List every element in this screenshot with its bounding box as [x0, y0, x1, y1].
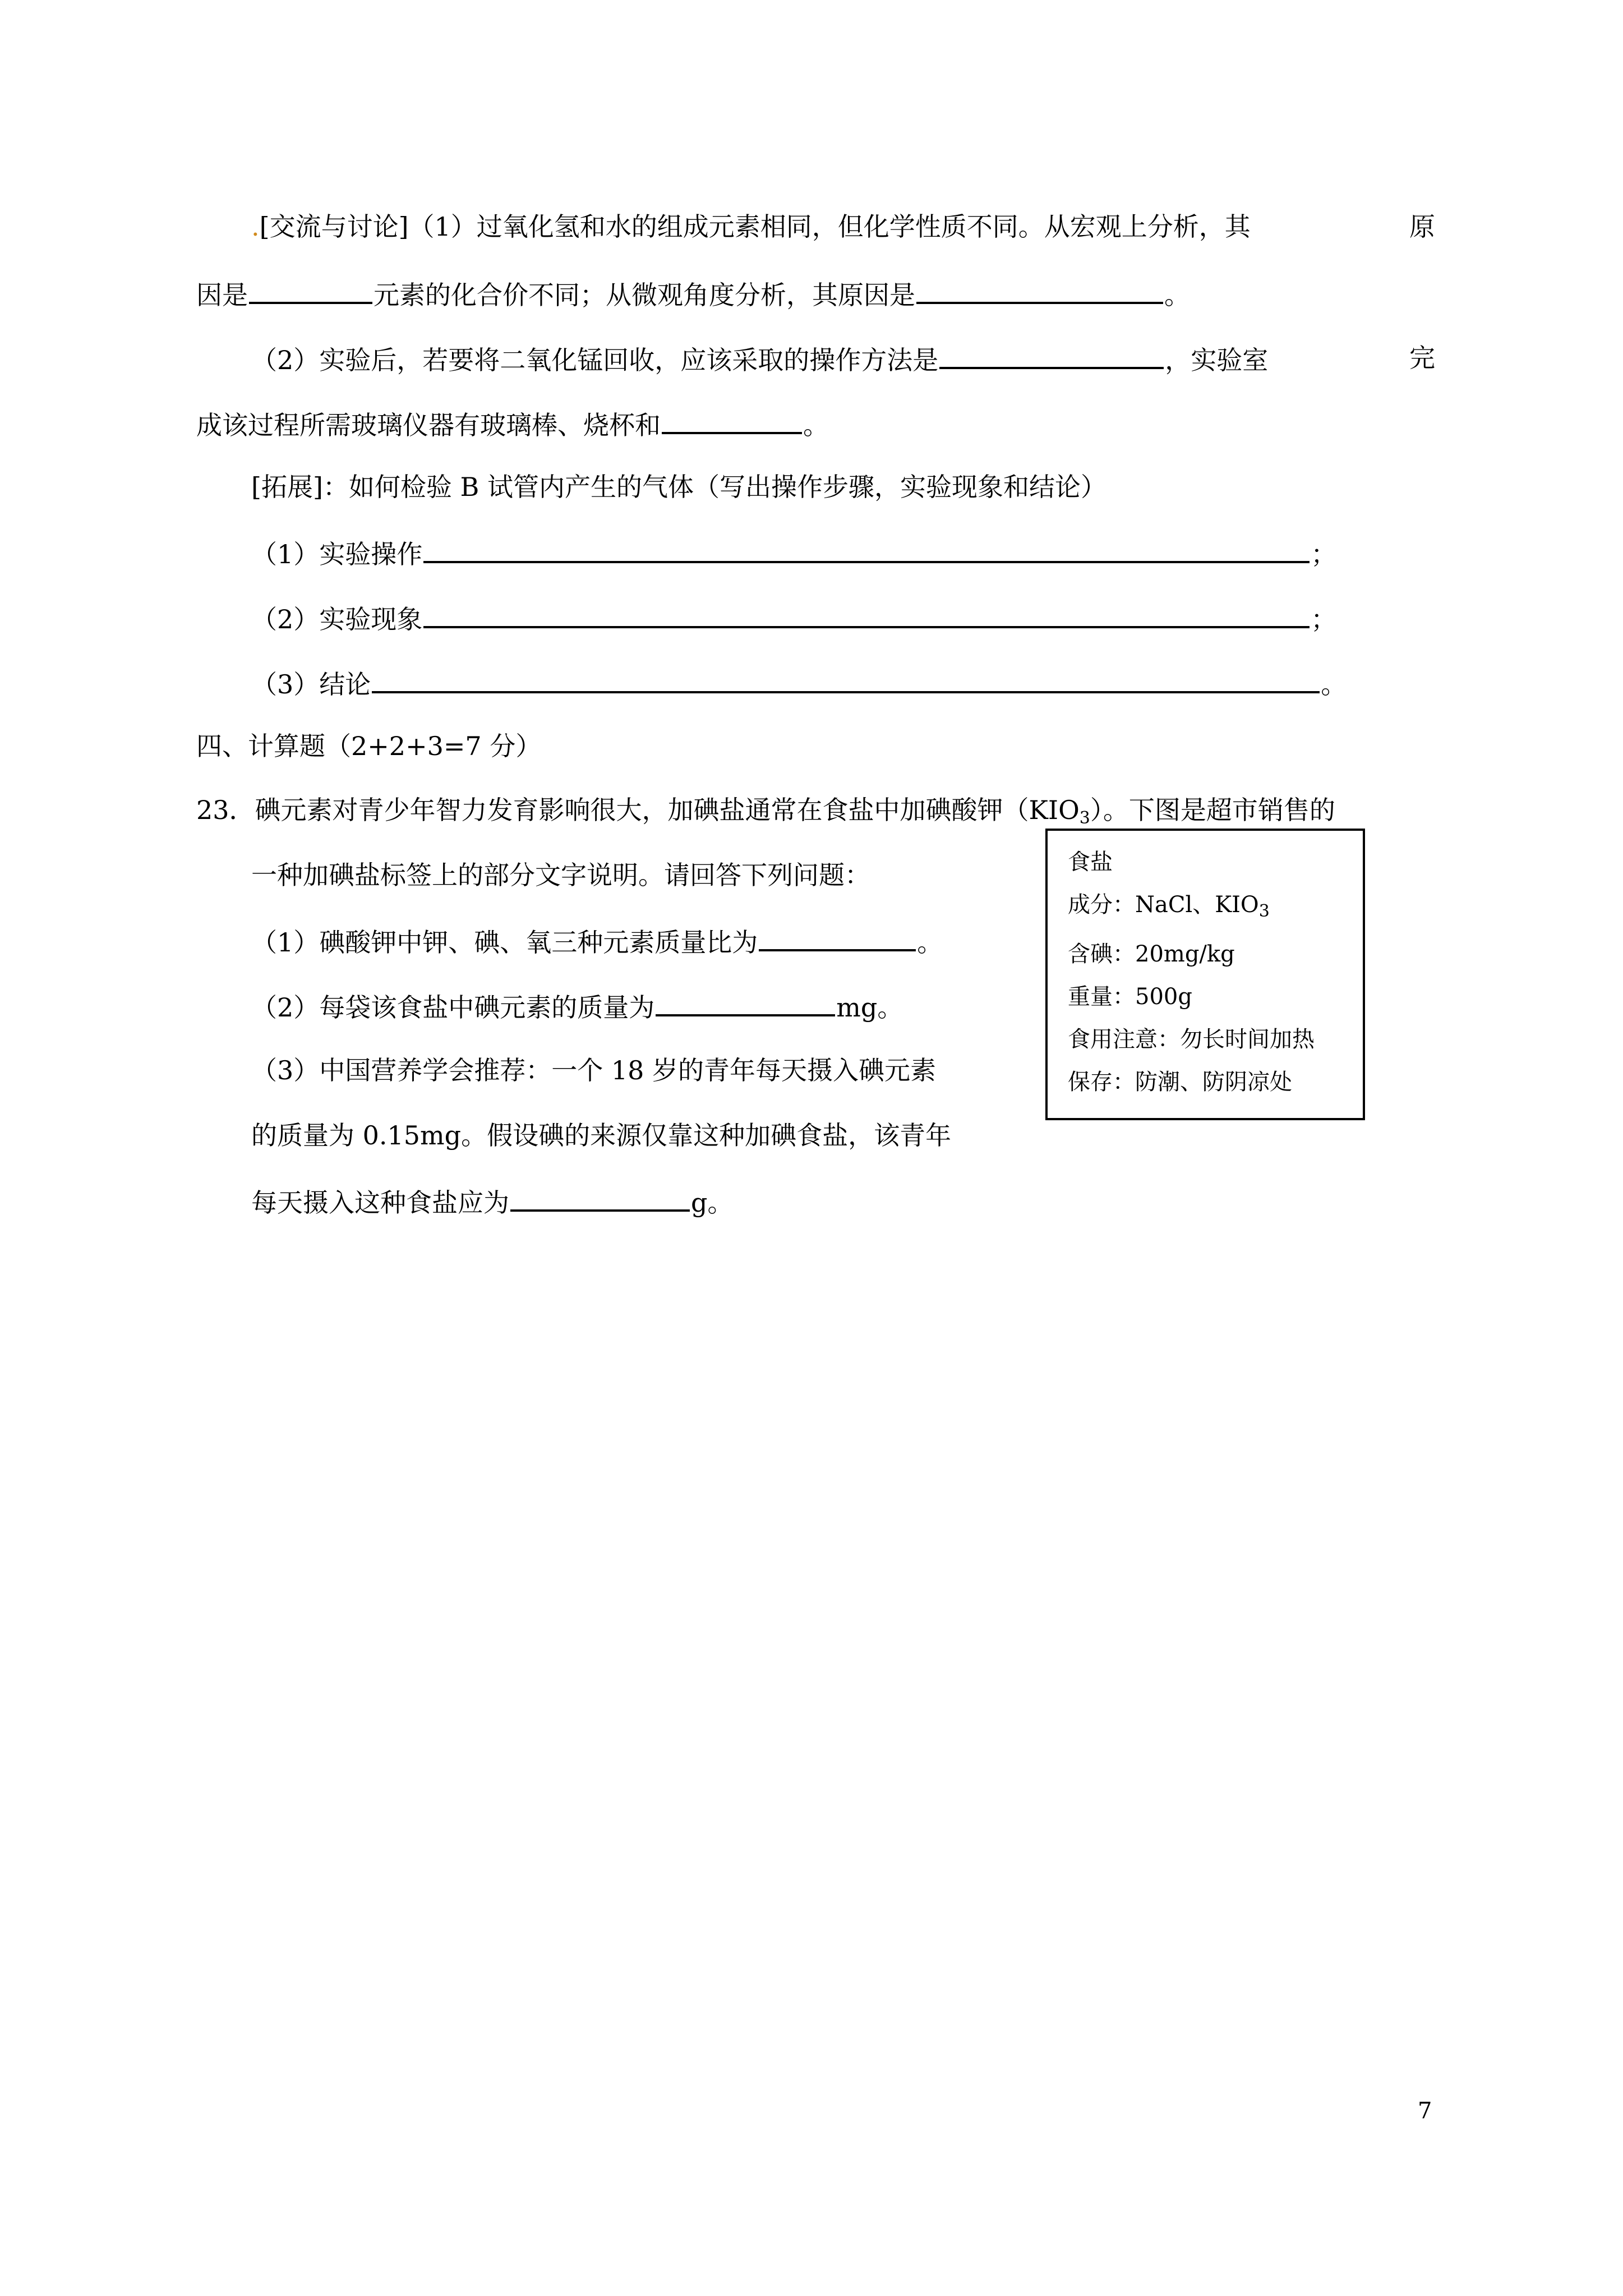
salt-label-iodine: 含碘：20mg/kg	[1068, 941, 1235, 967]
extension-observation: （2）实验现象 ；	[251, 600, 1336, 636]
salt-label-storage: 保存：防潮、防阴凉处	[1068, 1069, 1292, 1095]
discussion-q2-line1-end: 完	[1409, 343, 1435, 373]
answer-blank-micro-reason[interactable]	[916, 276, 1163, 304]
q23-part1: （1）碘酸钾中钾、碘、氧三种元素质量比为 。	[251, 923, 943, 959]
discussion-q2-line2: 成该过程所需玻璃仪器有玻璃棒、烧杯和 。	[196, 406, 829, 442]
q23-intro-line2: 一种加碘盐标签上的部分文字说明。请回答下列问题：	[251, 860, 870, 890]
q23-part2: （2）每袋该食盐中碘元素的质量为 mg。	[251, 988, 903, 1024]
extension-operation: （1）实验操作 ；	[251, 535, 1336, 571]
answer-blank-glassware[interactable]	[662, 406, 802, 434]
answer-blank-iodine-mass[interactable]	[656, 988, 835, 1016]
page-number: 7	[1418, 2098, 1432, 2124]
answer-blank-method[interactable]	[939, 341, 1164, 369]
salt-label-caution: 食用注意：勿长时间加热	[1068, 1027, 1315, 1052]
answer-blank-observation[interactable]	[423, 600, 1310, 628]
discussion-tag: [交流与讨论]	[259, 211, 409, 242]
salt-label-weight: 重量：500g	[1068, 984, 1192, 1010]
margin-dot: .	[251, 211, 260, 242]
salt-label-box	[1045, 829, 1365, 1120]
answer-blank-element[interactable]	[249, 276, 372, 304]
extension-title: [拓展]：如何检验 B 试管内产生的气体（写出操作步骤，实验现象和结论）	[251, 472, 1106, 502]
section4-title: 四、计算题（2+2+3=7 分）	[196, 731, 542, 761]
answer-blank-salt-mass[interactable]	[510, 1184, 690, 1212]
discussion-q1-line1	[251, 210, 1251, 243]
discussion-q1-line1-end: 原	[1409, 211, 1435, 242]
answer-blank-conclusion[interactable]	[372, 665, 1320, 693]
q23-part3-line2: 的质量为 0.15mg。假设碘的来源仅靠这种加碘食盐，该青年	[251, 1120, 952, 1151]
answer-blank-mass-ratio[interactable]	[759, 923, 916, 951]
extension-conclusion: （3）结论 。	[251, 665, 1347, 701]
q23-part3-line3: 每天摄入这种食盐应为 g。	[251, 1184, 733, 1220]
discussion-q1-line2: 因是 元素的化合价不同；从微观角度分析，其原因是 。	[196, 276, 1190, 312]
discussion-q2-line1: （2）实验后，若要将二氧化锰回收，应该采取的操作方法是 ，实验室	[251, 341, 1268, 377]
q23-part3-line1: （3）中国营养学会推荐：一个 18 岁的青年每天摄入碘元素	[251, 1055, 937, 1085]
answer-blank-operation[interactable]	[423, 535, 1310, 563]
discussion-q1-text: （1）过氧化氢和水的组成元素相同，但化学性质不同。从宏观上分析，其	[408, 211, 1251, 242]
q23-intro: 23．碘元素对青少年智力发育影响很大，加碘盐通常在食盐中加碘酸钾$(KIO_3)$。下图是超市销售的	[196, 795, 1335, 828]
salt-label-title: 食盐	[1068, 849, 1113, 875]
salt-label-ingredients: 成分：NaCl、$KIO_3$	[1068, 892, 1270, 921]
